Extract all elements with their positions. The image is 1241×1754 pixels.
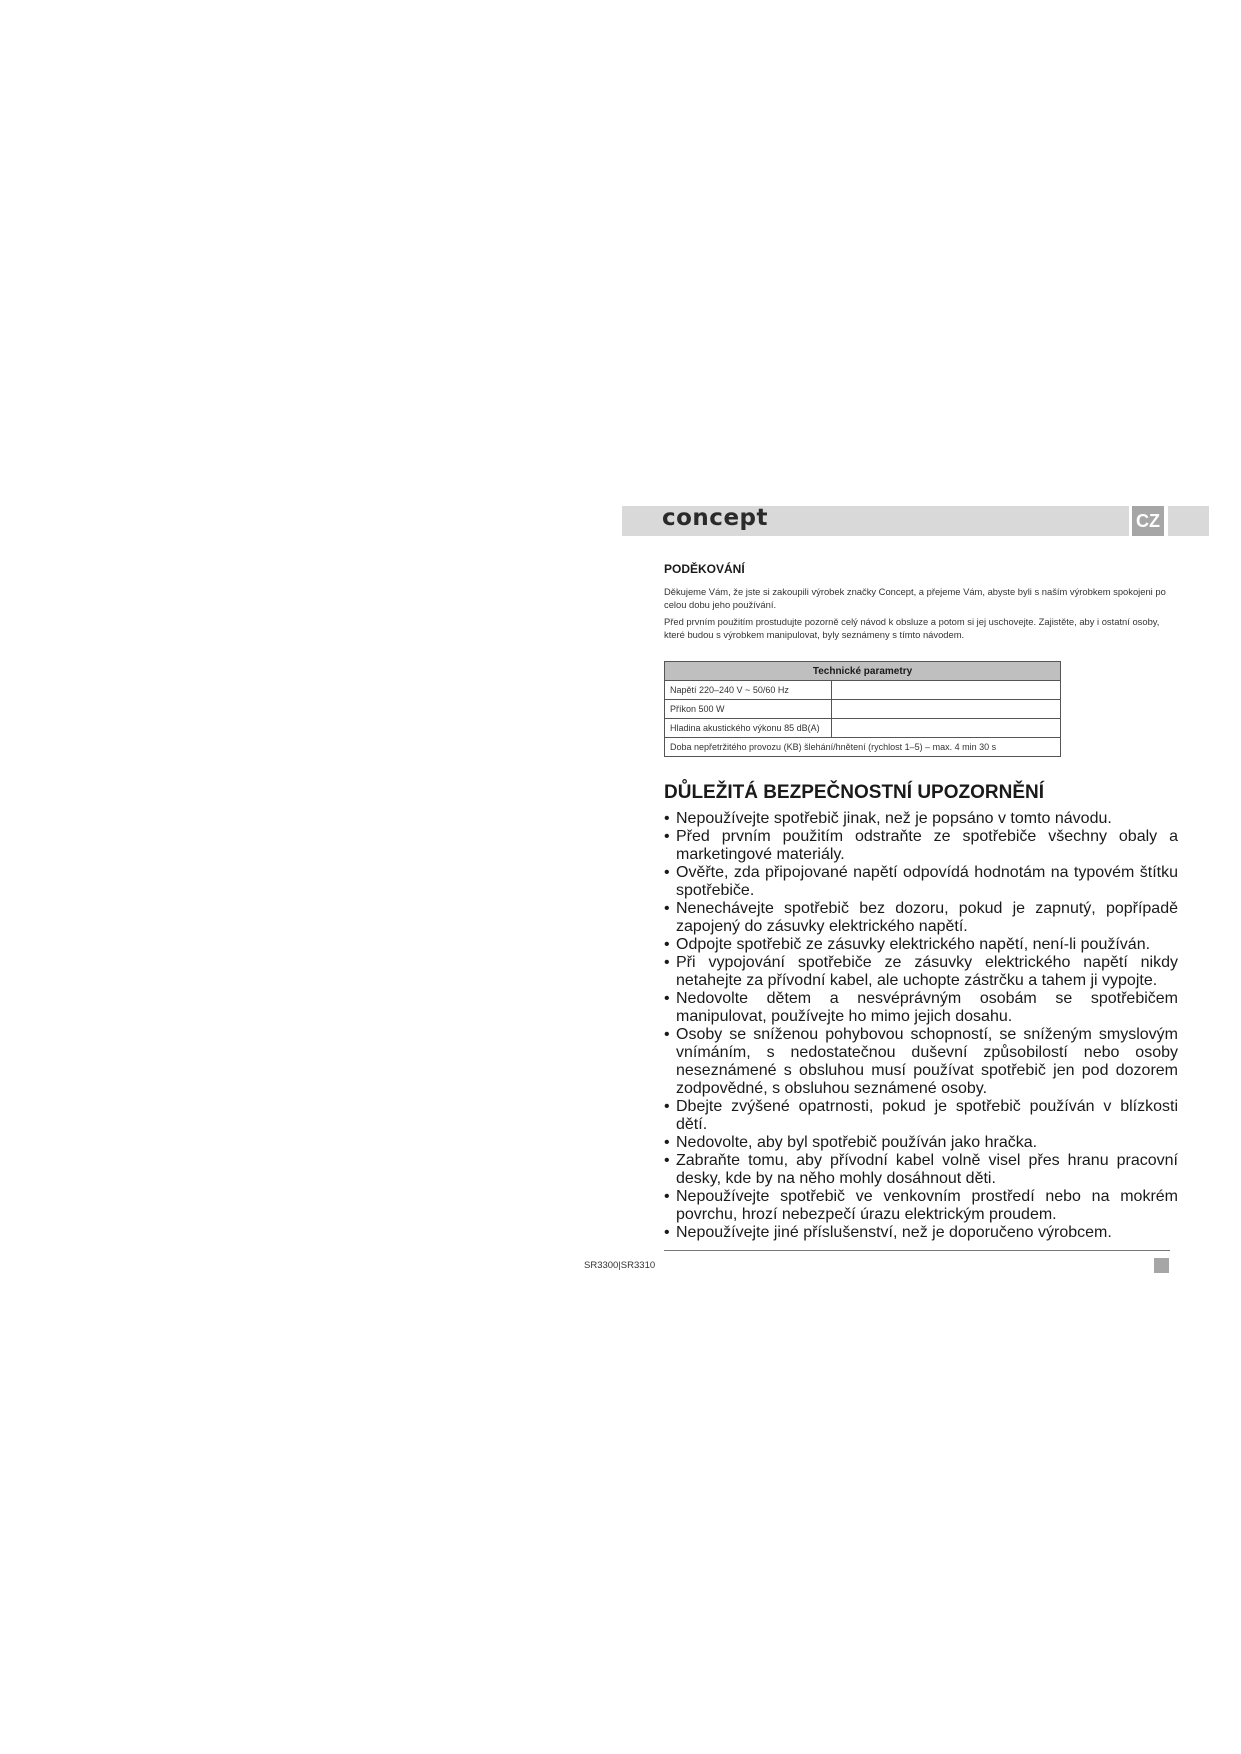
list-item: • Dbejte zvýšené opatrnosti, pokud je spotřebič používán v blízkosti dětí. (664, 1098, 1178, 1134)
safety-heading: DŮLEŽITÁ BEZPEČNOSTNÍ UPOZORNĚNÍ (664, 782, 1045, 803)
table-cell: Napětí 220–240 V ~ 50/60 Hz (665, 681, 832, 700)
thanks-heading: PODĚKOVÁNÍ (664, 562, 745, 576)
list-item: • Nedovolte, aby byl spotřebič používán jako hračka. (664, 1134, 1178, 1152)
footer-model-number: SR3300|SR3310 (584, 1260, 656, 1271)
table-cell: Doba nepřetržitého provozu (KB) šlehání/hnětení (rychlost 1–5) – max. 4 min 30 s (665, 738, 1061, 757)
brand-logo: concept (662, 505, 769, 531)
tech-params-table (664, 661, 1061, 757)
table-row (665, 700, 1061, 719)
list-item: • Nepoužívejte jiné příslušenství, než je doporučeno výrobcem. (664, 1224, 1178, 1242)
table-cell-empty (832, 700, 1061, 719)
tech-params-header: Technické parametry (665, 662, 1061, 681)
table-row (665, 719, 1061, 738)
thanks-paragraph-2: Před prvním použitím prostudujte pozorně celý návod k obsluze a potom si jej uschovejte. Zajistěte, aby i ostatní osoby, které budou s výrobkem manipulovat, byly seznámeny s tímto návodem. (664, 616, 1160, 640)
table-cell: Hladina akustického výkonu 85 dB(A) (665, 719, 832, 738)
table-cell-empty (832, 719, 1061, 738)
list-item: • Osoby se sníženou pohybovou schopností, se sníženým smyslovým vnímáním, s nedostatečnou duševní způsobilostí nebo osoby neseznámené s obsluhou musí používat spotřebič jen pod dozorem zodpovědné, s obsluhou seznámené osoby. (664, 1026, 1178, 1098)
list-item: • Nepoužívejte spotřebič jinak, než je popsáno v tomto návodu. (664, 810, 1178, 828)
thanks-paragraph-1: Děkujeme Vám, že jste si zakoupili výrobek značky Concept, a přejeme Vám, abyste byli s naším výrobkem spokojeni po celou dobu jeho používání. (664, 586, 1166, 610)
list-item: • Nenechávejte spotřebič bez dozoru, pokud je zapnutý, popřípadě zapojený do zásuvky elektrického napětí. (664, 900, 1178, 936)
list-item: • Nedovolte dětem a nesvéprávným osobám se spotřebičem manipulovat, používejte ho mimo jejich dosahu. (664, 990, 1178, 1026)
list-item: • Před prvním použitím odstraňte ze spotřebiče všechny obaly a marketingové materiály. (664, 828, 1178, 864)
table-cell: Příkon 500 W (665, 700, 832, 719)
table-cell-empty (832, 681, 1061, 700)
list-item: • Nepoužívejte spotřebič ve venkovním prostředí nebo na mokrém povrchu, hrozí nebezpečí úrazu elektrickým proudem. (664, 1188, 1178, 1224)
list-item: • Odpojte spotřebič ze zásuvky elektrického napětí, není-li používán. (664, 936, 1178, 954)
footer-divider (664, 1250, 1170, 1251)
list-item: • Ověřte, zda připojované napětí odpovídá hodnotám na typovém štítku spotřebiče. (664, 864, 1178, 900)
footer-page-marker (1154, 1258, 1169, 1273)
table-row (665, 738, 1061, 757)
safety-list (664, 810, 1178, 1242)
list-item: • Zabraňte tomu, aby přívodní kabel volně visel přes hranu pracovní desky, kde by na něho mohly dosáhnout děti. (664, 1152, 1178, 1188)
header-band-tail (1168, 506, 1209, 536)
language-badge: CZ (1132, 506, 1164, 536)
list-item: • Při vypojování spotřebiče ze zásuvky elektrického napětí nikdy netahejte za přívodní kabel, ale uchopte zástrčku a tahem ji vypojte. (664, 954, 1178, 990)
table-row (665, 681, 1061, 700)
